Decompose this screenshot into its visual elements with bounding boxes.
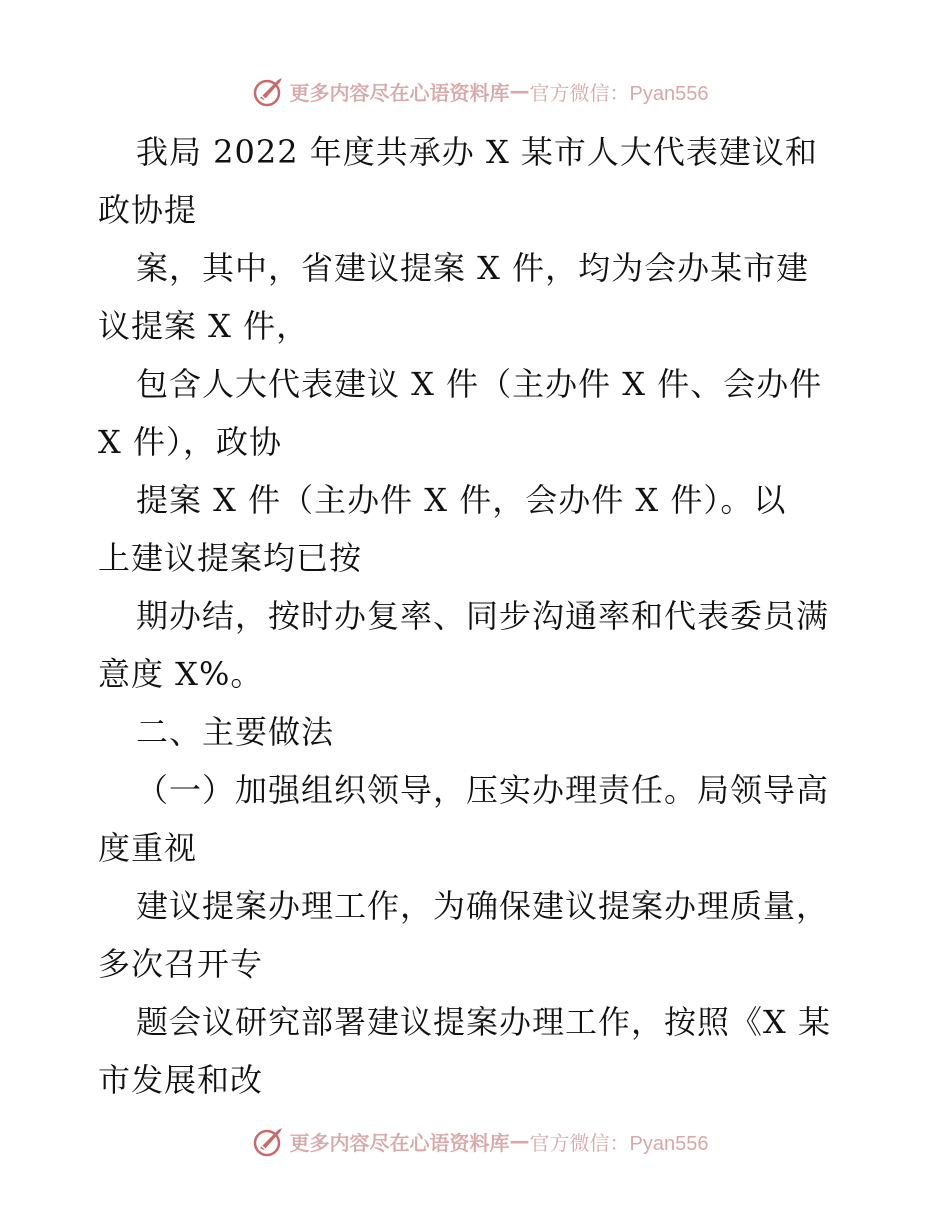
document-line: 我局 2022 年度共承办 X 某市人大代表建议和 [136, 133, 818, 171]
document-line: 议提案 X 件， [98, 307, 310, 345]
document-body [98, 123, 858, 1109]
quill-pen-logo-icon [252, 1124, 286, 1158]
document-line: X 件），政协 [98, 423, 282, 461]
document-line: 二、主要做法 [136, 713, 335, 751]
watermark-site-text: 更多内容尽在心语资料库 [289, 80, 510, 105]
document-line: （一）加强组织领导，压实办理责任。局领导高 [136, 771, 830, 809]
document-line: 建议提案办理工作，为确保建议提案办理质量， [136, 887, 830, 925]
watermark-content [252, 1124, 709, 1158]
document-line: 政协提 [98, 191, 198, 229]
document-line: 多次召开专 [98, 945, 264, 983]
document-line: 题会议研究部署建议提案办理工作，按照《X 某 [136, 1003, 831, 1041]
watermark-wechat-text: 官方微信：Pyan556 [529, 1132, 709, 1155]
document-line: 期办结，按时办复率、同步沟通率和代表委员满 [136, 597, 830, 635]
document-line: 上建议提案均已按 [98, 539, 363, 577]
document-line: 提案 X 件（主办件 X 件，会办件 X 件）。以 [136, 481, 787, 519]
watermark-content [252, 74, 709, 108]
document-line: 案，其中，省建议提案 X 件，均为会办某市建 [136, 249, 810, 287]
footer-watermark-banner [0, 1121, 950, 1161]
header-watermark-banner [0, 71, 950, 111]
document-line: 意度 X%。 [98, 655, 264, 693]
quill-pen-logo-icon [252, 74, 286, 108]
watermark-dash: — [509, 79, 530, 103]
watermark-site-text: 更多内容尽在心语资料库 [289, 1130, 510, 1155]
document-line: 度重视 [98, 829, 198, 867]
document-line: 包含人大代表建议 X 件（主办件 X 件、会办件 [136, 365, 823, 403]
document-line: 市发展和改 [98, 1061, 264, 1099]
watermark-wechat-text: 官方微信：Pyan556 [529, 82, 709, 105]
watermark-dash: — [509, 1129, 530, 1153]
